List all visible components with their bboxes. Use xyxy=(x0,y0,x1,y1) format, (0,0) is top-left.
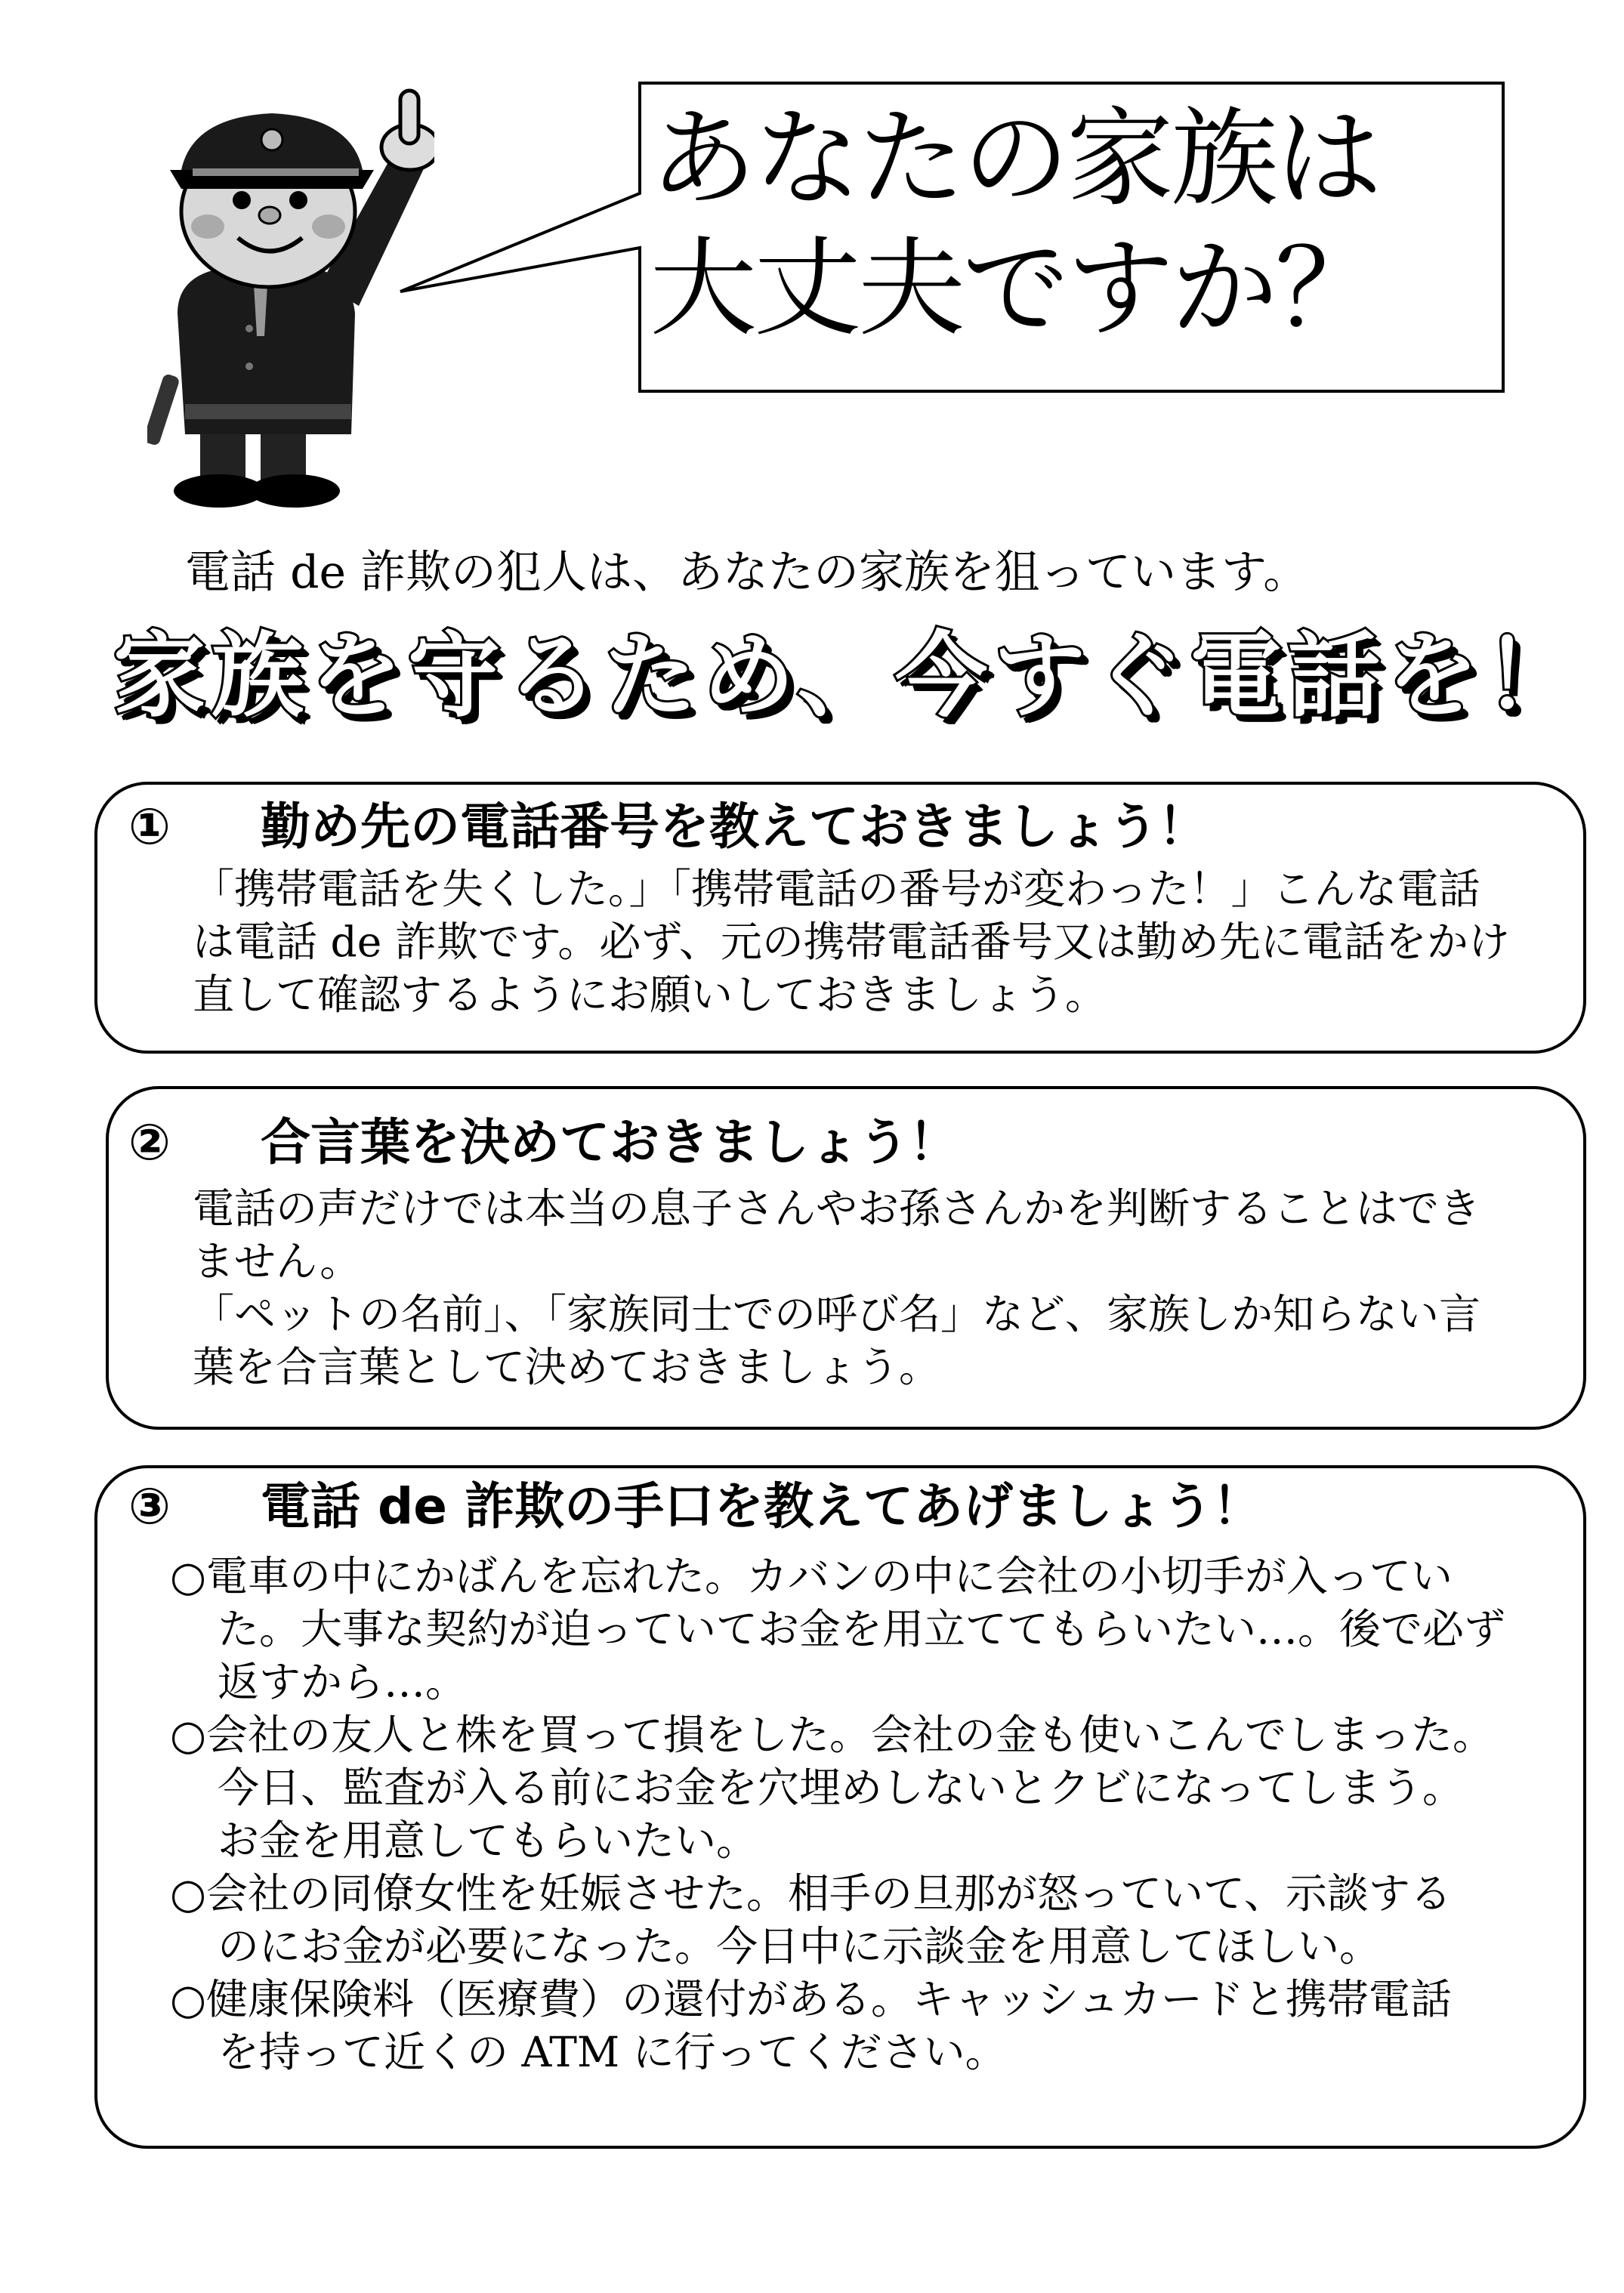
section-1-heading: 勤め先の電話番号を教えておきましょう！ xyxy=(261,798,1208,856)
section-2-number: ② xyxy=(128,1113,171,1171)
section-2-title xyxy=(128,1109,959,1177)
section-2-line: ません。 xyxy=(193,1237,362,1285)
fraud-example-line: ○健康保険料（医療費）の還付がある。キャッシュカードと携帯電話 xyxy=(170,1975,1452,2023)
fraud-example-line: ○会社の友人と株を買って損をした。会社の金も使いこんでしまった。 xyxy=(170,1711,1494,1759)
headline: 家族を守るため、今すぐ電話を！ xyxy=(113,622,1583,730)
fraud-example-item xyxy=(170,1973,1505,2079)
fraud-example-line: 今日、監査が入る前にお金を穴埋めしないとクビになってしまう。 xyxy=(218,1764,1465,1812)
intro-text: 電話 de 詐欺の犯人は、あなたの家族を狙っています。 xyxy=(185,546,1309,599)
fraud-example-line: お金を用意してもらいたい。 xyxy=(218,1816,758,1865)
fraud-example-line: ○電車の中にかばんを忘れた。カバンの中に会社の小切手が入ってい xyxy=(170,1552,1453,1600)
section-3-number: ③ xyxy=(128,1477,171,1535)
section-1-title xyxy=(128,793,1208,861)
fraud-example-line: ○会社の同僚女性を妊娠させた。相手の旦那が怒っていて、示談する xyxy=(170,1869,1452,1918)
fraud-example-item xyxy=(170,1708,1505,1867)
bubble-question xyxy=(650,94,1511,397)
section-1-line: は電話 de 詐欺です。必ず、元の携帯電話番号又は勤め先に電話をかけ xyxy=(193,918,1510,966)
section-3-title xyxy=(128,1473,1262,1541)
section-3-heading: 電話 de 詐欺の手口を教えてあげましょう！ xyxy=(261,1477,1262,1535)
fraud-example-item xyxy=(170,1550,1505,1708)
section-2-line: 葉を合言葉として決めておきましょう。 xyxy=(193,1343,941,1391)
section-3-body xyxy=(170,1550,1505,2079)
fraud-example-item xyxy=(170,1867,1505,1973)
fraud-example-line: た。大事な契約が迫っていてお金を用立ててもらいたい…。後で必ず xyxy=(218,1605,1506,1653)
section-1-body xyxy=(193,863,1510,1021)
section-2-line: 「ペットの名前」、「家族同士での呼び名」など、家族しか知らない言 xyxy=(193,1290,1481,1338)
bubble-line-2: 大丈夫ですか？ xyxy=(650,227,1379,351)
fraud-example-line: を持って近くの ATM に行ってください。 xyxy=(218,2028,1007,2076)
section-1-number: ① xyxy=(128,798,171,856)
section-2-heading: 合言葉を決めておきましょう！ xyxy=(261,1113,959,1171)
police-officer-pointing-icon xyxy=(147,87,434,510)
section-1-line: 直して確認するようにお願いしておきましょう。 xyxy=(193,971,1107,1019)
fraud-example-line: 返すから…。 xyxy=(218,1658,468,1706)
section-2-body xyxy=(193,1182,1480,1393)
bubble-line-1: あなたの家族は xyxy=(650,97,1379,221)
section-1-line: 「携帯電話を失くした。」「携帯電話の番号が変わった！」こんな電話 xyxy=(193,865,1480,913)
fraud-example-line: のにお金が必要になった。今日中に示談金を用意してほしい。 xyxy=(218,1922,1382,1970)
section-2-line: 電話の声だけでは本当の息子さんやお孫さんかを判断することはでき xyxy=(193,1184,1481,1233)
